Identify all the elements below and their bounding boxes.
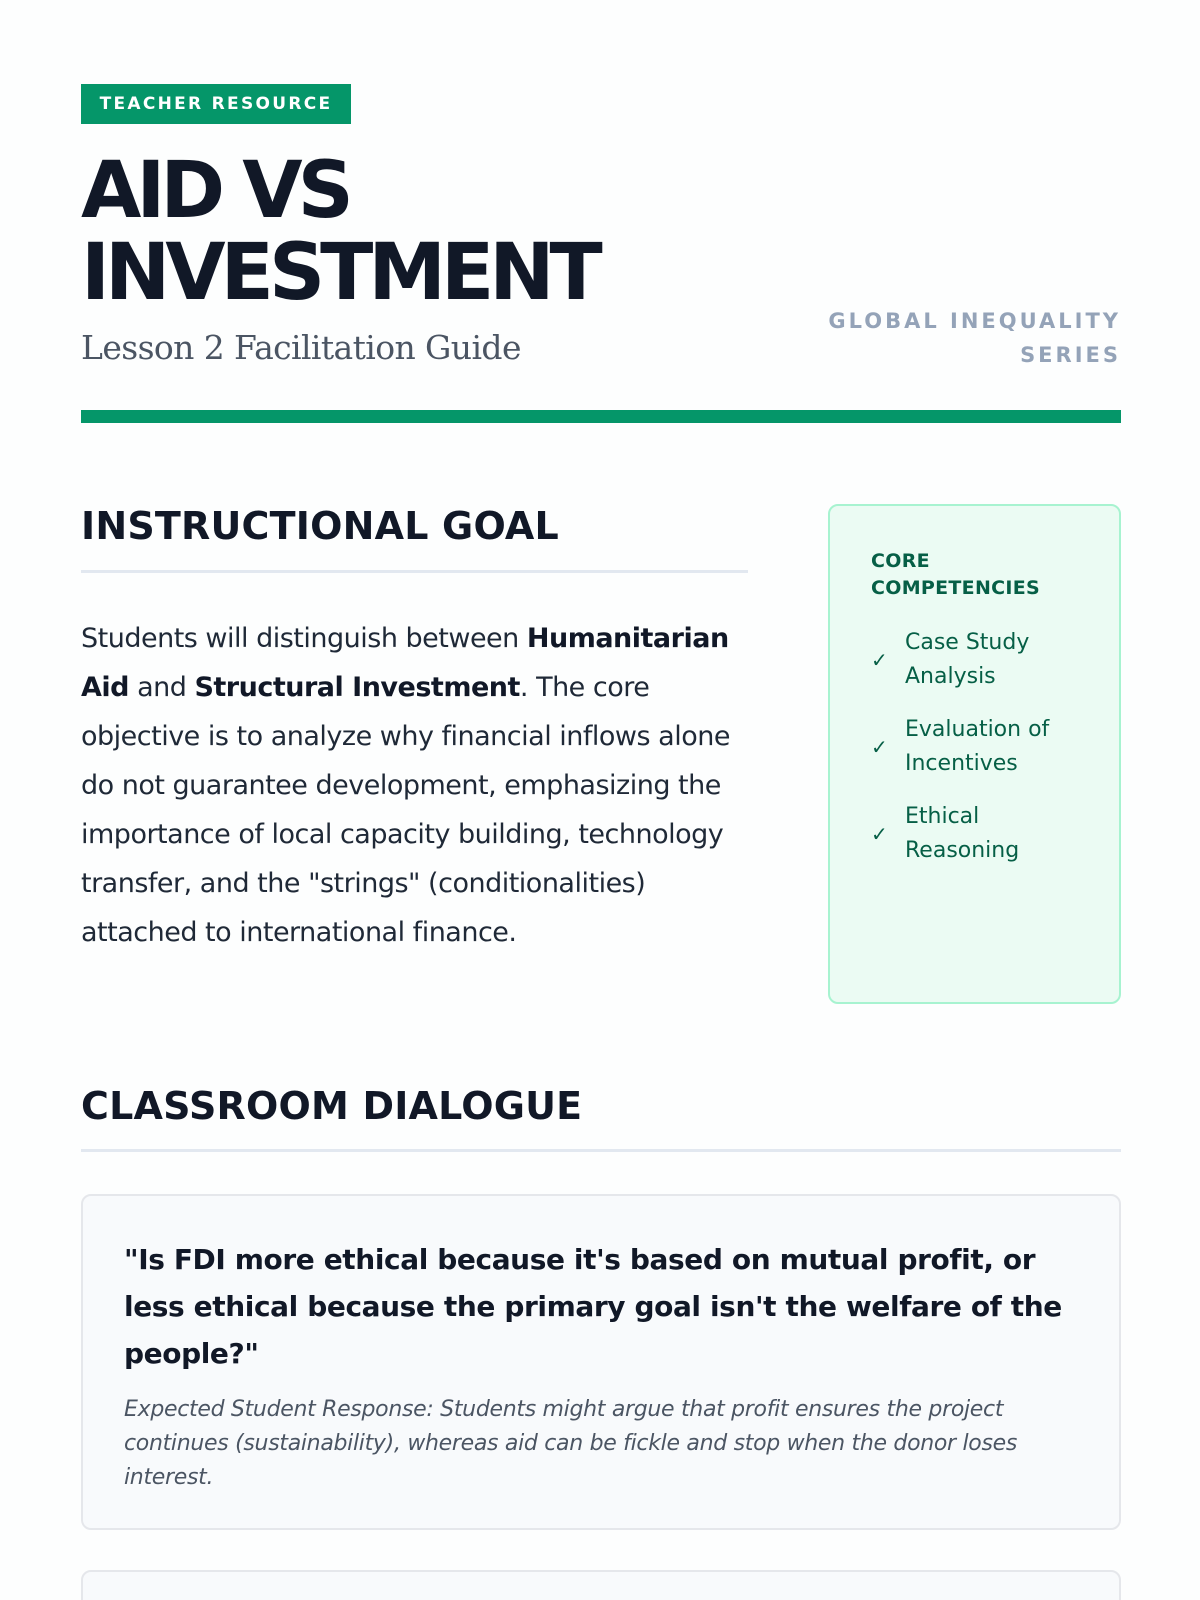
competency-item <box>871 713 1075 781</box>
goal-heading-divider <box>81 570 748 573</box>
check-icon: ✓ <box>871 648 888 672</box>
page-title <box>81 146 598 318</box>
page-title-line-2: INVESTMENT <box>81 228 598 318</box>
goal-connector: and <box>128 672 195 703</box>
dialogue-heading-divider <box>81 1149 1121 1152</box>
competency-label: Evaluation of Incentives <box>905 717 1050 776</box>
discussion-question-card-next <box>81 1570 1121 1600</box>
series-label: GLOBAL INEQUALITY SERIES <box>828 309 1121 367</box>
core-competencies-title: CORE COMPETENCIES <box>871 550 1041 599</box>
discussion-question: "Is FDI more ethical because it's based on mutual profit, or less ethical because the primary goal isn't the welfare of the people?" <box>124 1243 1062 1370</box>
check-icon: ✓ <box>871 822 888 846</box>
competency-label: Case Study Analysis <box>905 630 1030 689</box>
discussion-question-card <box>81 1194 1121 1530</box>
goal-intro: Students will distinguish between <box>81 623 527 654</box>
expected-response: Expected Student Response: Students might argue that profit ensures the project continues (sustainability), whereas aid can be fickle and stop when the donor loses interest. <box>124 1397 1017 1490</box>
page-subtitle: Lesson 2 Facilitation Guide <box>81 328 521 367</box>
competency-label: Ethical Reasoning <box>905 804 1020 863</box>
competency-item <box>871 626 1075 694</box>
goal-term-structural-investment: Structural Investment <box>194 672 520 703</box>
goal-term-humanitarian-aid: Humanitarian Aid <box>81 623 729 703</box>
competency-item <box>871 800 1075 868</box>
instructional-goal-text <box>81 614 751 957</box>
core-competencies-card <box>828 504 1121 1004</box>
header-divider <box>81 410 1121 423</box>
resource-type-tag: TEACHER RESOURCE <box>81 84 351 124</box>
goal-body: . The core objective is to analyze why financial inflows alone do not guarantee development, emphasizing the importance of local capacity building, technology transfer, and the "strings" (conditionalities) attached to international finance. <box>81 672 730 948</box>
competency-list <box>871 626 1075 887</box>
instructional-goal-heading: INSTRUCTIONAL GOAL <box>81 504 559 548</box>
classroom-dialogue-heading: CLASSROOM DIALOGUE <box>81 1084 583 1128</box>
check-icon: ✓ <box>871 735 888 759</box>
page-title-line-1: AID VS <box>81 146 349 236</box>
